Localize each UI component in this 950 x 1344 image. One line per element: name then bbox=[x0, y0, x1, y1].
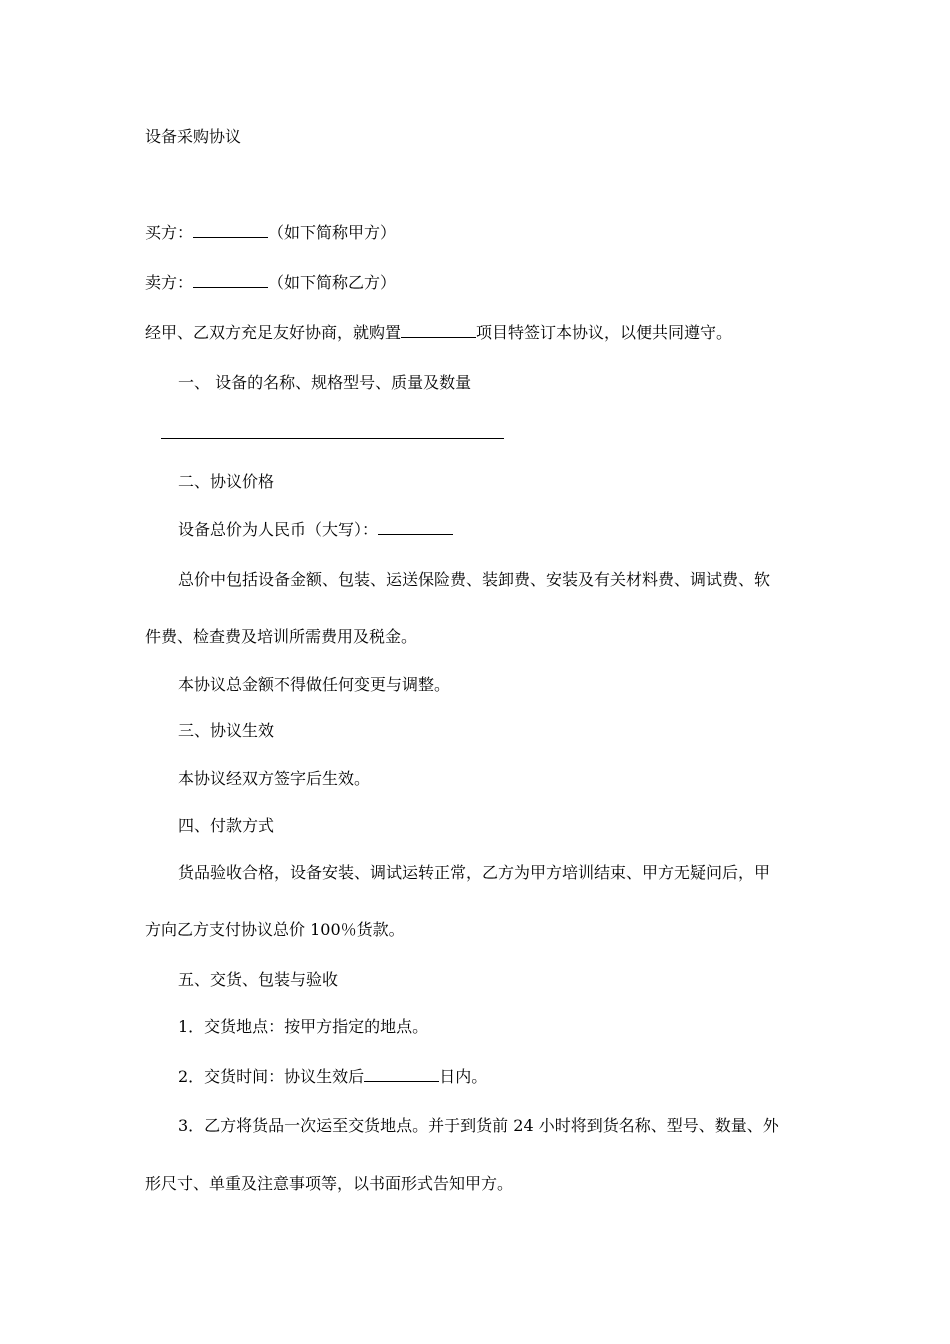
delivery-item-2 bbox=[178, 1067, 487, 1087]
payment-line-2: 方向乙方支付协议总价 100％货款。 bbox=[145, 920, 405, 939]
delivery-time-label: 2．交货时间：协议生效后 bbox=[178, 1067, 365, 1086]
intro-text-b: 项目特签订本协议，以便共同遵守。 bbox=[476, 323, 733, 342]
delivery-days-blank bbox=[364, 1067, 439, 1082]
delivery-item-1: 1．交货地点：按甲方指定的地点。 bbox=[178, 1017, 429, 1036]
delivery-item-3-line-1: 3．乙方将货品一次运至交货地点。并于到货前 24 小时将到货名称、型号、数量、外 bbox=[178, 1116, 779, 1135]
price-includes-line-2: 件费、检查费及培训所需费用及税金。 bbox=[145, 627, 418, 646]
total-price-blank bbox=[378, 520, 453, 535]
intro-line bbox=[145, 323, 732, 343]
seller-note: （如下简称乙方） bbox=[268, 273, 397, 292]
payment-line-1: 货品验收合格，设备安装、调试运转正常，乙方为甲方培训结束、甲方无疑问后，甲 bbox=[178, 863, 771, 882]
buyer-label: 买方： bbox=[145, 223, 194, 242]
section-3-text: 本协议经双方签字后生效。 bbox=[178, 769, 371, 788]
section-1-heading: 一、 设备的名称、规格型号、质量及数量 bbox=[178, 373, 472, 392]
price-fixed-text: 本协议总金额不得做任何变更与调整。 bbox=[178, 675, 451, 694]
document-title: 设备采购协议 bbox=[145, 127, 242, 146]
equipment-list-blank bbox=[161, 438, 504, 439]
delivery-time-suffix: 日内。 bbox=[439, 1067, 488, 1086]
section-3-heading: 三、协议生效 bbox=[178, 721, 275, 740]
buyer-note: （如下简称甲方） bbox=[268, 223, 397, 242]
section-2-heading: 二、协议价格 bbox=[178, 472, 275, 491]
buyer-line bbox=[145, 223, 396, 243]
buyer-blank bbox=[193, 223, 268, 238]
price-includes-line-1: 总价中包括设备金额、包装、运送保险费、装卸费、安装及有关材料费、调试费、软 bbox=[178, 570, 771, 589]
total-price-label: 设备总价为人民币（大写）： bbox=[178, 520, 379, 539]
total-price-line bbox=[178, 520, 453, 540]
delivery-item-3-line-2: 形尺寸、单重及注意事项等，以书面形式告知甲方。 bbox=[145, 1174, 514, 1193]
seller-line bbox=[145, 273, 396, 293]
seller-blank bbox=[193, 273, 268, 288]
section-5-heading: 五、交货、包装与验收 bbox=[178, 970, 339, 989]
seller-label: 卖方： bbox=[145, 273, 194, 292]
intro-text-a: 经甲、乙双方充足友好协商，就购置 bbox=[145, 323, 402, 342]
project-blank bbox=[401, 323, 476, 338]
section-4-heading: 四、付款方式 bbox=[178, 816, 275, 835]
